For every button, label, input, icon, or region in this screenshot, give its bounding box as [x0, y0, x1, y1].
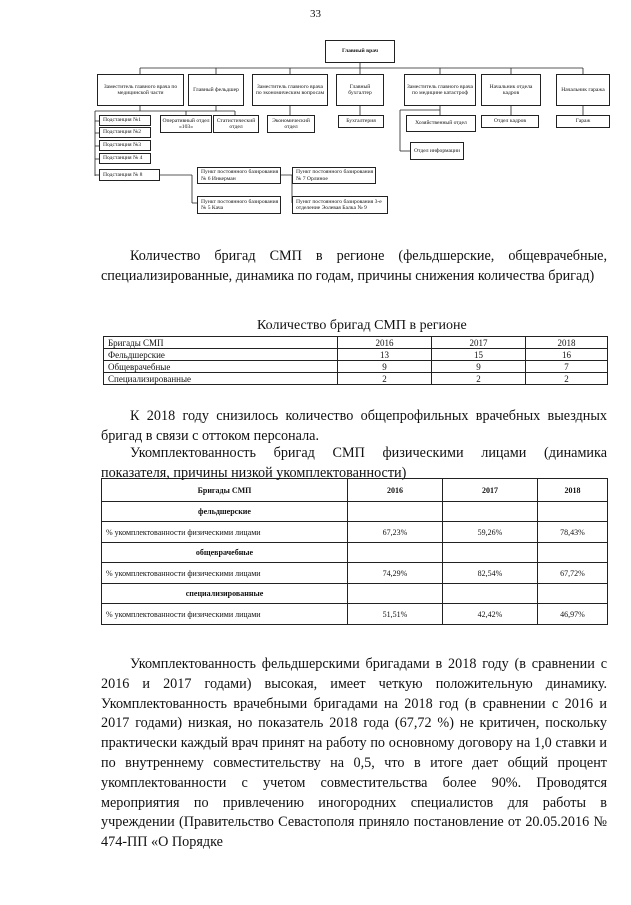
- cell-value: 78,43%: [538, 522, 608, 543]
- column-header: Бригады СМП: [104, 337, 338, 349]
- substation-4-box: Подстанция № 4: [99, 153, 151, 164]
- cell-value: 9: [338, 361, 432, 373]
- garage-box: Гараж: [556, 115, 610, 128]
- table-row: [104, 349, 608, 361]
- group-row: [102, 502, 608, 522]
- table-row: [102, 563, 608, 584]
- economic-dept-box: Экономический отдел: [267, 115, 315, 133]
- table-header-row: [102, 479, 608, 502]
- garage-head-box: Начальник гаража: [556, 74, 610, 106]
- staffing-table: [101, 478, 608, 625]
- deputy-medical-box: Заместитель главного врача по медицинской части: [97, 74, 184, 106]
- column-header: 2017: [432, 337, 526, 349]
- substation-8-box: Подстанция № 8: [99, 169, 160, 181]
- deputy-economic-box: Заместитель главного врача по экономическим вопросам: [252, 74, 328, 106]
- row-label: Общеврачебные: [104, 361, 338, 373]
- table-row: [102, 604, 608, 625]
- hr-dept-box: Отдел кадров: [481, 115, 539, 128]
- chief-accountant-box: Главный бухгалтер: [336, 74, 384, 106]
- group-title: фельдшерские: [102, 502, 348, 522]
- deputy-disaster-box: Заместитель главного врача по медицине катастроф: [404, 74, 476, 106]
- paragraph-brigade-decrease: К 2018 году снизилось количество общепрофильных врачебных выездных бригад в связи с оттоком персонала.: [101, 408, 607, 444]
- substation-2-box: Подстанция №2: [99, 127, 151, 138]
- cell-value: 13: [338, 349, 432, 361]
- row-label: % укомплектованности физическими лицами: [102, 604, 348, 625]
- cell-value: 67,72%: [538, 563, 608, 584]
- page-number: 33: [310, 8, 321, 20]
- stats-dept-box: Статистический отдел: [213, 115, 259, 133]
- substation-3-box: Подстанция №3: [99, 140, 151, 151]
- post-5-box: Пункт постоянного базирования № 5 Кача: [197, 196, 281, 214]
- row-label: % укомплектованности физическими лицами: [102, 563, 348, 584]
- cell-value: 7: [526, 361, 608, 373]
- cell-value: 9: [432, 361, 526, 373]
- table-row: [104, 373, 608, 385]
- group-title: общеврачебные: [102, 543, 348, 563]
- hr-head-box: Начальник отдела кадров: [481, 74, 541, 106]
- column-header: Бригады СМП: [102, 479, 348, 502]
- post-6-box: Пункт постоянного базирования № 6 Инкерман: [197, 167, 281, 184]
- table-row: [102, 522, 608, 543]
- table-row: [104, 361, 608, 373]
- cell-value: 51,51%: [348, 604, 443, 625]
- cell-value: 82,54%: [443, 563, 538, 584]
- household-dept-box: Хозяйственный отдел: [406, 115, 476, 132]
- post-7-box: Пункт постоянного базирования № 7 Орлиное: [292, 167, 376, 184]
- brigade-count-table: [103, 336, 608, 385]
- cell-value: 2: [526, 373, 608, 385]
- cell-value: 2: [432, 373, 526, 385]
- group-title: специализированные: [102, 584, 348, 604]
- row-label: Фельдшерские: [104, 349, 338, 361]
- row-label: Специализированные: [104, 373, 338, 385]
- substation-1-box: Подстанция №1: [99, 115, 151, 126]
- group-row: [102, 584, 608, 604]
- accounting-box: Бухгалтерия: [338, 115, 384, 128]
- section-heading-brigade-count: Количество бригад СМП в регионе (фельдшерские, общеврачебные, специализированные, динамика по годам, причины снижения количества бригад): [101, 248, 607, 284]
- cell-value: 15: [432, 349, 526, 361]
- column-header: 2018: [538, 479, 608, 502]
- cell-value: 2: [338, 373, 432, 385]
- cell-value: 16: [526, 349, 608, 361]
- column-header: 2017: [443, 479, 538, 502]
- info-dept-box: Отдел информации: [410, 142, 464, 160]
- group-row: [102, 543, 608, 563]
- org-chart: [0, 0, 631, 240]
- table-header-row: [104, 337, 608, 349]
- cell-value: 42,42%: [443, 604, 538, 625]
- cell-value: 67,23%: [348, 522, 443, 543]
- paragraph-staffing-analysis: Укомплектованность фельдшерскими бригадами в 2018 году (в сравнении с 2016 и 2017 годами) высокая, имеет четкую положительную динамику. Укомплектованность врачебными бригадами на 2018 год (в сравнении с 2016 и 2017 годами) низкая, но показатель 2018 года (67,72 %) не критичен, поскольку практически каждый врач принят на работу по основному договору на 1,0 ставки и по внутреннему совместительству на 0,5, что в итоге дает общий процент укомплектованности с учетом совместительства более 90%. Проводятся мероприятия по привлечению иногородних специалистов для работы в учреждении (Правительство Севастополя приняло постановление от 20.05.2016 № 474-ПП «О Порядке: [101, 656, 607, 851]
- row-label: % укомплектованности физическими лицами: [102, 522, 348, 543]
- cell-value: 46,97%: [538, 604, 608, 625]
- cell-value: 74,29%: [348, 563, 443, 584]
- column-header: 2016: [338, 337, 432, 349]
- operations-dept-box: Оперативный отдел «103»: [160, 115, 212, 133]
- table1-caption: Количество бригад СМП в регионе: [257, 318, 467, 333]
- chief-feldsher-box: Главный фельдшер: [188, 74, 244, 106]
- column-header: 2018: [526, 337, 608, 349]
- cell-value: 59,26%: [443, 522, 538, 543]
- chief-doctor-box: Главный врач: [325, 40, 395, 63]
- post-3e-box: Пункт постоянного базирования 3-е отделение Эолевая Балка № 9: [292, 196, 388, 214]
- column-header: 2016: [348, 479, 443, 502]
- section-heading-staffing: Укомплектованность бригад СМП физическими лицами (динамика показателя, причины низкой укомплектованности): [101, 445, 607, 481]
